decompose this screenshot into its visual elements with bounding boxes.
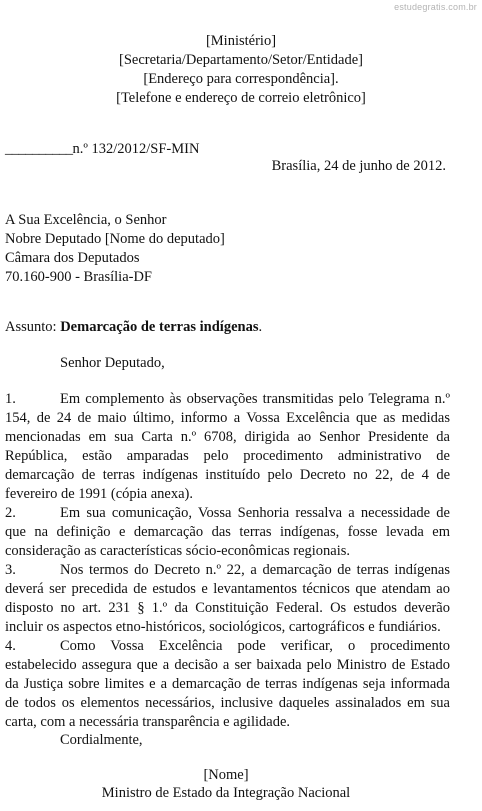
- reference-number: n.º 132/2012/SF-MIN: [72, 141, 200, 157]
- document-date: Brasília, 24 de junho de 2012.: [271, 158, 446, 174]
- paragraph-text: Em sua comunicação, Vossa Senhoria ressalva a necessidade de que na definição e demarcação das terras indígenas, fosse levada em consideração as características sócio-econômicas regionais.: [5, 505, 450, 559]
- paragraph-text: Nos termos do Decreto n.º 22, a demarcação de terras indígenas deverá ser precedida de estudos e levantamentos técnicos que atendam ao disposto no art. 231 § 1.º da Constituição Federal. Os estudos deverão incluir os aspectos etno-históricos, sociológicos, cartográficos e fundiários.: [5, 562, 450, 635]
- recipient-name: Nobre Deputado [Nome do deputado]: [5, 231, 225, 247]
- document-reference: [5, 140, 199, 159]
- signatory-name: [Nome]: [203, 767, 249, 783]
- header-contact: [Telefone e endereço de correio eletrônico]: [116, 90, 366, 106]
- signatory-title: Ministro de Estado da Integração Nacional: [101, 785, 351, 801]
- closing: Cordialmente,: [60, 732, 143, 748]
- paragraph-number: 3.: [5, 562, 16, 578]
- paragraph-3: [5, 561, 450, 637]
- paragraph-number: 1.: [5, 391, 16, 407]
- reference-blank: __________: [5, 141, 73, 157]
- header-department: [Secretaria/Departamento/Setor/Entidade]: [119, 52, 363, 68]
- signature-block: [0, 766, 452, 802]
- recipient-title: A Sua Excelência, o Senhor: [5, 212, 167, 228]
- header-address: [Endereço para correspondência].: [143, 71, 339, 87]
- recipient-address: 70.160-900 - Brasília-DF: [5, 269, 152, 285]
- salutation: Senhor Deputado,: [60, 355, 165, 371]
- watermark: estudegratis.com.br: [394, 2, 477, 12]
- paragraph-2: [5, 504, 450, 561]
- letterhead: [0, 32, 482, 108]
- subject-value: Demarcação de terras indígenas: [60, 319, 259, 335]
- subject-line: [5, 318, 262, 337]
- paragraph-text: Em complemento às observações transmitidas pelo Telegrama n.º 154, de 24 de maio último, informo a Vossa Excelência que as medidas mencionadas em sua Carta n.º 6708, dirigida ao Senhor Presidente da República, estão amparadas pelo procedimento administrativo de demarcação de terras indígenas instituído pelo Decreto no 22, de 4 de fevereiro de 1991 (cópia anexa).: [5, 391, 450, 502]
- subject-end: .: [258, 319, 263, 335]
- paragraph-text: Como Vossa Excelência pode verificar, o procedimento estabelecido assegura que a decisão a ser baixada pelo Ministro de Estado da Justiça sobre limites e a demarcação de terras indígenas seja informada de todos os elementos necessários, inclusive daqueles assinalados em sua carta, com a necessária transparência e agilidade.: [5, 638, 450, 730]
- recipient-block: [5, 211, 225, 287]
- header-ministry: [Ministério]: [205, 33, 277, 49]
- paragraph-number: 2.: [5, 505, 16, 521]
- paragraph-1: [5, 390, 450, 504]
- subject-label: Assunto:: [5, 319, 61, 335]
- paragraph-number: 4.: [5, 638, 16, 654]
- letter-body: [5, 390, 450, 732]
- recipient-institution: Câmara dos Deputados: [5, 250, 140, 266]
- paragraph-4: [5, 637, 450, 732]
